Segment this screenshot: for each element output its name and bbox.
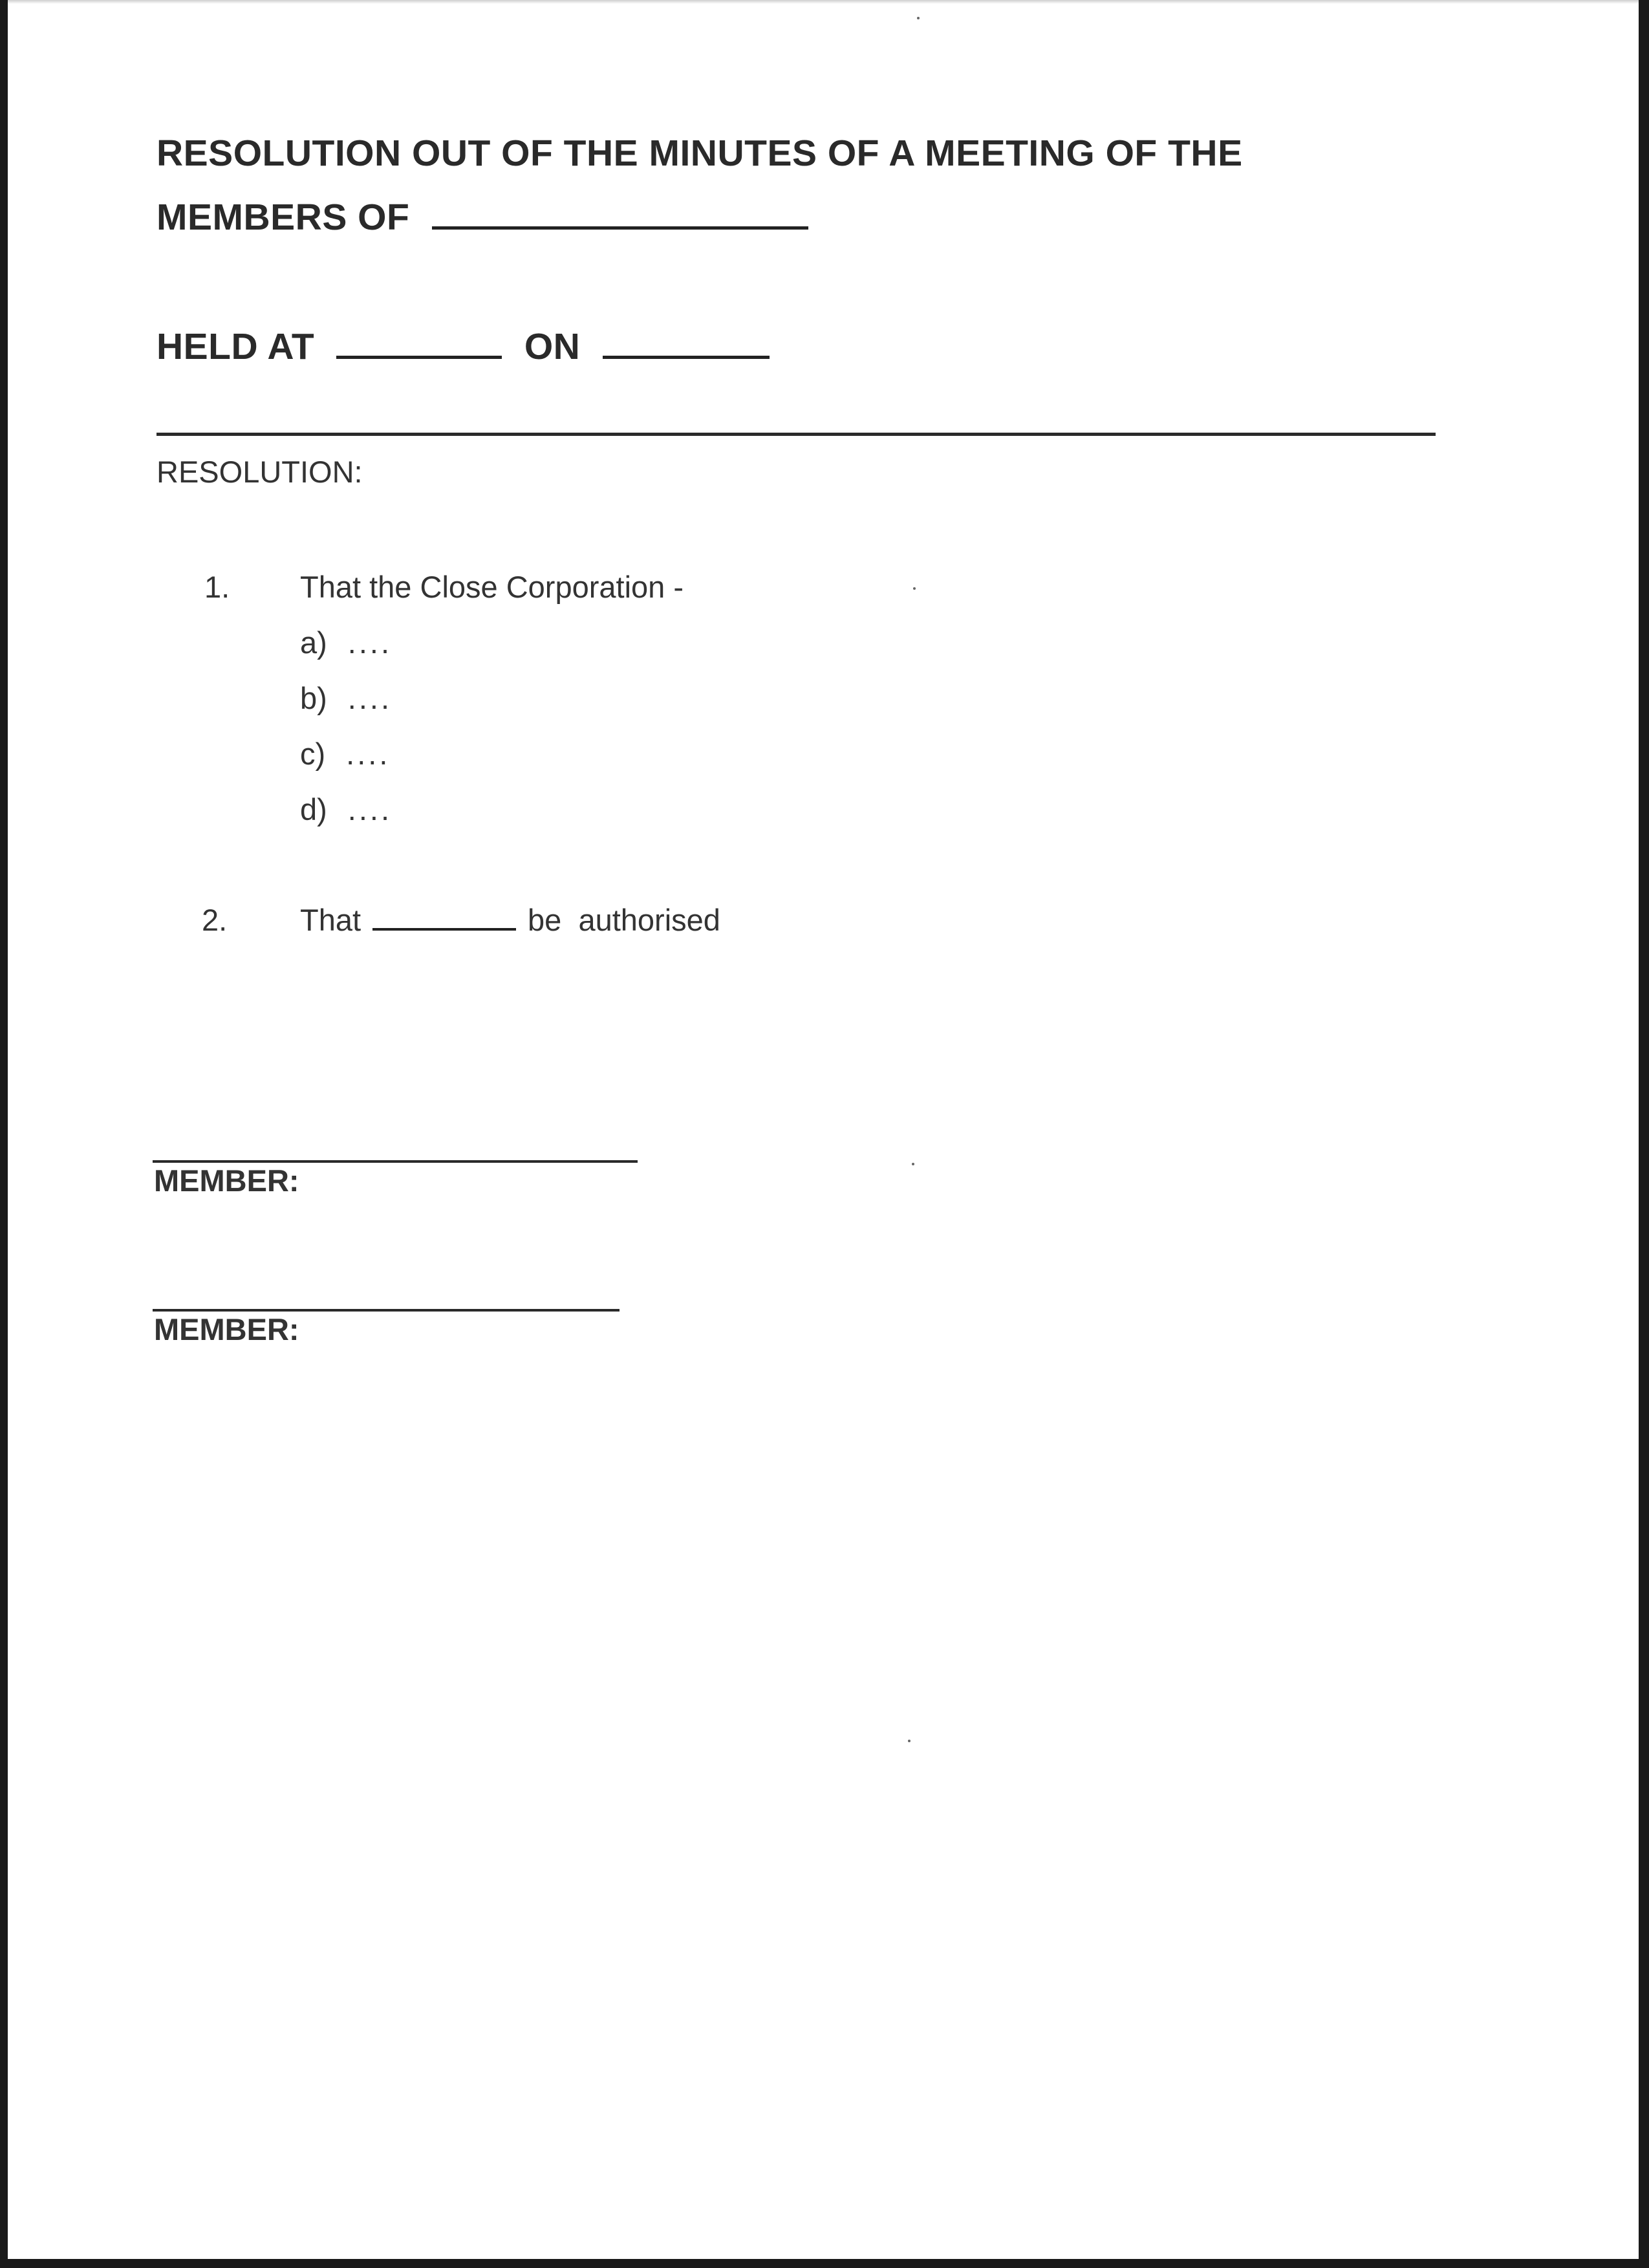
- members-of-label: MEMBERS OF: [156, 197, 410, 238]
- subitem-letter: b): [300, 681, 327, 715]
- held-line: [156, 325, 770, 368]
- title-line-2: [156, 196, 808, 239]
- item-1-text: That the Close Corporation -: [300, 570, 684, 604]
- subitem-letter: d): [300, 792, 327, 826]
- subitem-d: [300, 792, 392, 827]
- subitem-text: ....: [347, 681, 393, 715]
- location-blank[interactable]: [336, 352, 502, 359]
- scan-edge-left: [0, 0, 8, 2268]
- subitem-b: [300, 680, 392, 716]
- member-label-2: MEMBER:: [154, 1312, 299, 1346]
- scan-speck: [912, 1163, 914, 1165]
- held-at-label: HELD AT: [156, 326, 315, 367]
- scan-edge-top: [0, 0, 1649, 4]
- scan-speck: [913, 587, 916, 590]
- authorised-person-blank[interactable]: [372, 928, 516, 931]
- subitem-text: ....: [347, 792, 393, 826]
- member-label-1: MEMBER:: [154, 1163, 299, 1198]
- item-2-text: [300, 902, 720, 938]
- item-1-number: 1.: [204, 570, 230, 604]
- item-2-text-after: be authorised: [528, 903, 720, 937]
- on-label: ON: [524, 326, 581, 367]
- resolution-label: RESOLUTION:: [156, 455, 363, 489]
- subitem-c: [300, 736, 390, 772]
- subitem-text: ....: [347, 625, 393, 660]
- subitem-letter: c): [300, 737, 326, 771]
- corporation-name-blank[interactable]: [432, 222, 808, 230]
- item-2-number: 2.: [202, 903, 228, 937]
- subitem-letter: a): [300, 625, 327, 660]
- divider-rule: [156, 433, 1436, 436]
- date-blank[interactable]: [603, 352, 770, 359]
- scan-speck: [908, 1740, 911, 1742]
- scan-edge-right: [1639, 0, 1649, 2268]
- title-line-1: RESOLUTION OUT OF THE MINUTES OF A MEETING OF THE: [156, 133, 1243, 174]
- scan-speck: [917, 17, 920, 19]
- subitem-a: [300, 625, 392, 660]
- subitem-text: ....: [346, 737, 391, 771]
- item-2-text-before: That: [300, 903, 361, 937]
- scan-edge-bottom: [0, 2259, 1649, 2268]
